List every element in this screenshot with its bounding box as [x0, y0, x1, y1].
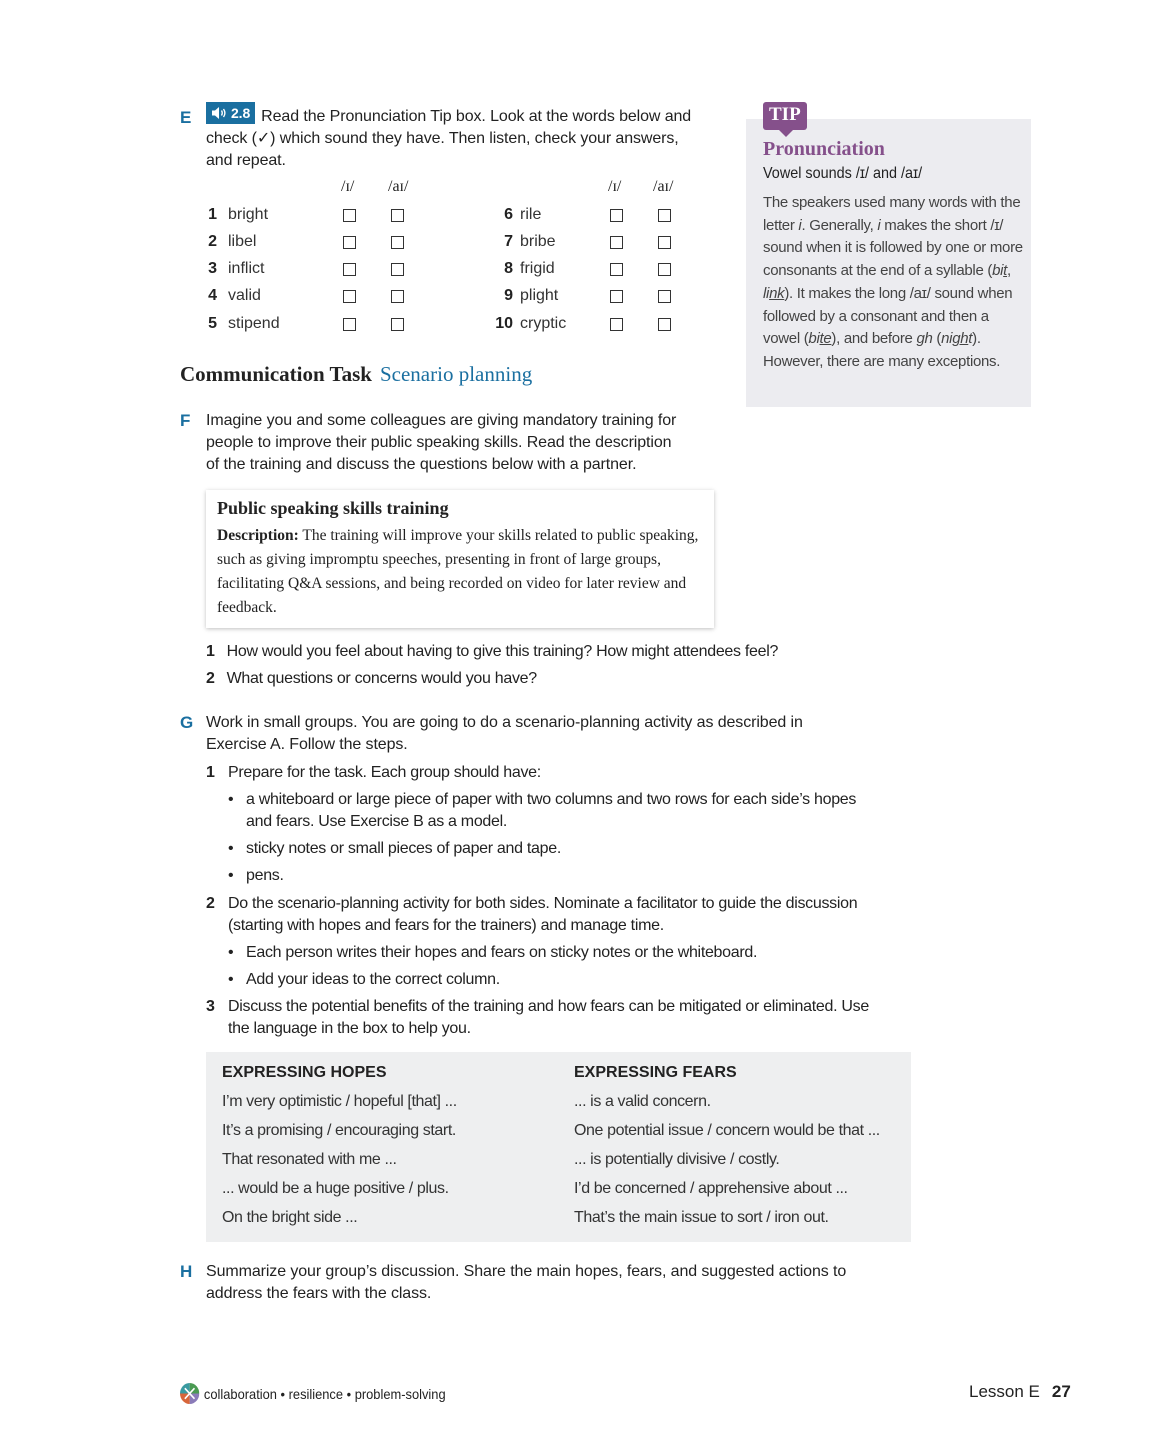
- checkbox-short-i[interactable]: [343, 209, 356, 222]
- word-text: plight: [520, 287, 559, 304]
- word-text: stipend: [228, 315, 280, 332]
- section-letter-h: H: [180, 1262, 193, 1281]
- tip-subtitle: Vowel sounds /ɪ/ and /aɪ/: [763, 165, 923, 182]
- section-e-instructions: [206, 102, 736, 172]
- phrase-item: I’d be concerned / apprehensive about ...: [574, 1180, 848, 1197]
- audio-track-button[interactable]: [206, 102, 255, 124]
- section-letter-e: E: [180, 108, 192, 127]
- tip-title: Pronunciation: [763, 138, 885, 160]
- checkbox-long-i[interactable]: [658, 263, 671, 276]
- expressing-hopes-column: [222, 1064, 457, 1238]
- speaker-icon: [211, 106, 227, 120]
- question-item: 2 What questions or concerns would you have?: [206, 670, 537, 687]
- checkbox-long-i[interactable]: [391, 236, 404, 249]
- column-header-long-i: /aɪ/: [388, 178, 409, 195]
- instruction-line: address the fears with the class.: [206, 1285, 432, 1302]
- phrase-item: That’s the main issue to sort / iron out.: [574, 1209, 829, 1226]
- checkbox-short-i[interactable]: [610, 209, 623, 222]
- bullet-item: • pens.: [228, 867, 284, 884]
- section-letter-f: F: [180, 411, 191, 430]
- instruction-line: check (✓) which sound they have. Then listen, check your answers,: [206, 130, 679, 147]
- useful-language-box: [206, 1052, 911, 1242]
- column-header-long-i: /aɪ/: [653, 178, 674, 195]
- checkbox-long-i[interactable]: [658, 209, 671, 222]
- phrase-item: It’s a promising / encouraging start.: [222, 1122, 456, 1139]
- word-text: inflict: [228, 260, 265, 277]
- checkbox-short-i[interactable]: [343, 318, 356, 331]
- page-number: 27: [1051, 1382, 1071, 1401]
- instruction-line: Imagine you and some colleagues are giving mandatory training for: [206, 412, 677, 429]
- footer-skills: [180, 1383, 446, 1404]
- word-number: 6: [504, 206, 513, 223]
- word-text: cryptic: [520, 315, 567, 332]
- checkbox-short-i[interactable]: [610, 263, 623, 276]
- bullet-item: • sticky notes or small pieces of paper and tape.: [228, 840, 561, 857]
- word-number: 10: [495, 315, 513, 332]
- skills-logo-icon: [180, 1383, 199, 1404]
- checkbox-long-i[interactable]: [658, 236, 671, 249]
- bullet-item: • Add your ideas to the correct column.: [228, 971, 500, 988]
- checkbox-long-i[interactable]: [658, 318, 671, 331]
- column-heading: EXPRESSING FEARS: [574, 1064, 737, 1081]
- column-heading: EXPRESSING HOPES: [222, 1064, 387, 1081]
- skills-text: collaboration • resilience • problem-solving: [203, 1385, 446, 1402]
- checkbox-long-i[interactable]: [391, 263, 404, 276]
- tip-tag: TIP: [763, 102, 807, 130]
- section-g-instructions: [206, 712, 906, 756]
- section-f-instructions: [206, 410, 726, 476]
- checkbox-long-i[interactable]: [391, 318, 404, 331]
- phrase-item: ... is potentially divisive / costly.: [574, 1151, 780, 1168]
- column-header-short-i: /ɪ/: [341, 178, 355, 195]
- instruction-line: and repeat.: [206, 152, 286, 169]
- word-text: valid: [228, 287, 261, 304]
- tip-body: The speakers used many words with the letter i. Generally, i makes the short /ɪ/ sound when it is followed by one or more consonants at the end of a syllable (bit, link). It makes the long /aɪ/ sound when followed by a consonant and then a vowel (bite), and before gh (night). However, there are many exceptions.: [763, 194, 1023, 370]
- section-h-instructions: [206, 1261, 906, 1305]
- checkbox-short-i[interactable]: [610, 236, 623, 249]
- word-number: 1: [208, 206, 217, 223]
- phrase-item: ... is a valid concern.: [574, 1093, 711, 1110]
- bullet-item: • Each person writes their hopes and fears on sticky notes or the whiteboard.: [228, 944, 758, 961]
- communication-task-heading: [180, 362, 532, 387]
- word-number: 9: [504, 287, 513, 304]
- communication-task-title: Scenario planning: [379, 362, 533, 386]
- bullet-item: • a whiteboard or large piece of paper with two columns and two rows for each side’s hopes and fears. Use Exercise B as a model.: [228, 791, 857, 830]
- expressing-fears-column: [574, 1064, 880, 1238]
- phrase-item: I’m very optimistic / hopeful [that] ...: [222, 1093, 457, 1110]
- word-number: 4: [208, 287, 217, 304]
- card-title: Public speaking skills training: [217, 498, 449, 518]
- word-number: 8: [504, 260, 513, 277]
- word-text: bright: [228, 206, 269, 223]
- word-number: 7: [504, 233, 513, 250]
- checkbox-short-i[interactable]: [610, 318, 623, 331]
- checkbox-short-i[interactable]: [610, 290, 623, 303]
- lesson-label: Lesson E: [969, 1382, 1040, 1401]
- instruction-line: of the training and discuss the questions below with a partner.: [206, 456, 637, 473]
- card-description: Description: The training will improve your skills related to public speaking, such as giving impromptu speeches, presenting in front of large groups, facilitating Q&A sessions, and being recorded on video for later review and feedback.: [217, 527, 699, 616]
- word-text: bribe: [520, 233, 556, 250]
- phrase-item: That resonated with me ...: [222, 1151, 397, 1168]
- phrase-item: ... would be a huge positive / plus.: [222, 1180, 449, 1197]
- word-text: frigid: [520, 260, 555, 277]
- word-text: libel: [228, 233, 257, 250]
- checkbox-short-i[interactable]: [343, 263, 356, 276]
- communication-task-label: Communication Task: [180, 362, 372, 386]
- phrase-item: One potential issue / concern would be that ...: [574, 1122, 880, 1139]
- instruction-line: people to improve their public speaking skills. Read the description: [206, 434, 672, 451]
- word-text: rile: [520, 206, 542, 223]
- step-item: 2 Do the scenario-planning activity for both sides. Nominate a facilitator to guide the discussion (starting with hopes and fears for the trainers) and manage time.: [206, 895, 858, 934]
- page-footer: [969, 1382, 1071, 1402]
- word-number: 2: [208, 233, 217, 250]
- instruction-line: Read the Pronunciation Tip box. Look at the words below and: [261, 108, 692, 125]
- step-item: 1 Prepare for the task. Each group should have:: [206, 764, 541, 781]
- phrase-item: On the bright side ...: [222, 1209, 358, 1226]
- audio-track-number: 2.8: [231, 105, 251, 121]
- section-letter-g: G: [180, 713, 194, 732]
- instruction-line: Exercise A. Follow the steps.: [206, 736, 408, 753]
- checkbox-long-i[interactable]: [658, 290, 671, 303]
- checkbox-short-i[interactable]: [343, 290, 356, 303]
- word-number: 5: [208, 315, 217, 332]
- question-item: 1 How would you feel about having to give this training? How might attendees feel?: [206, 643, 779, 660]
- column-header-short-i: /ɪ/: [608, 178, 622, 195]
- checkbox-long-i[interactable]: [391, 209, 404, 222]
- checkbox-short-i[interactable]: [343, 236, 356, 249]
- word-number: 3: [208, 260, 217, 277]
- step-item: 3 Discuss the potential benefits of the training and how fears can be mitigated or eliminated. Use the language in the box to help you.: [206, 998, 869, 1037]
- instruction-line: Work in small groups. You are going to do a scenario-planning activity as described in: [206, 714, 803, 731]
- training-description-card: [206, 490, 714, 628]
- checkbox-long-i[interactable]: [391, 290, 404, 303]
- instruction-line: Summarize your group’s discussion. Share the main hopes, fears, and suggested actions to: [206, 1263, 847, 1280]
